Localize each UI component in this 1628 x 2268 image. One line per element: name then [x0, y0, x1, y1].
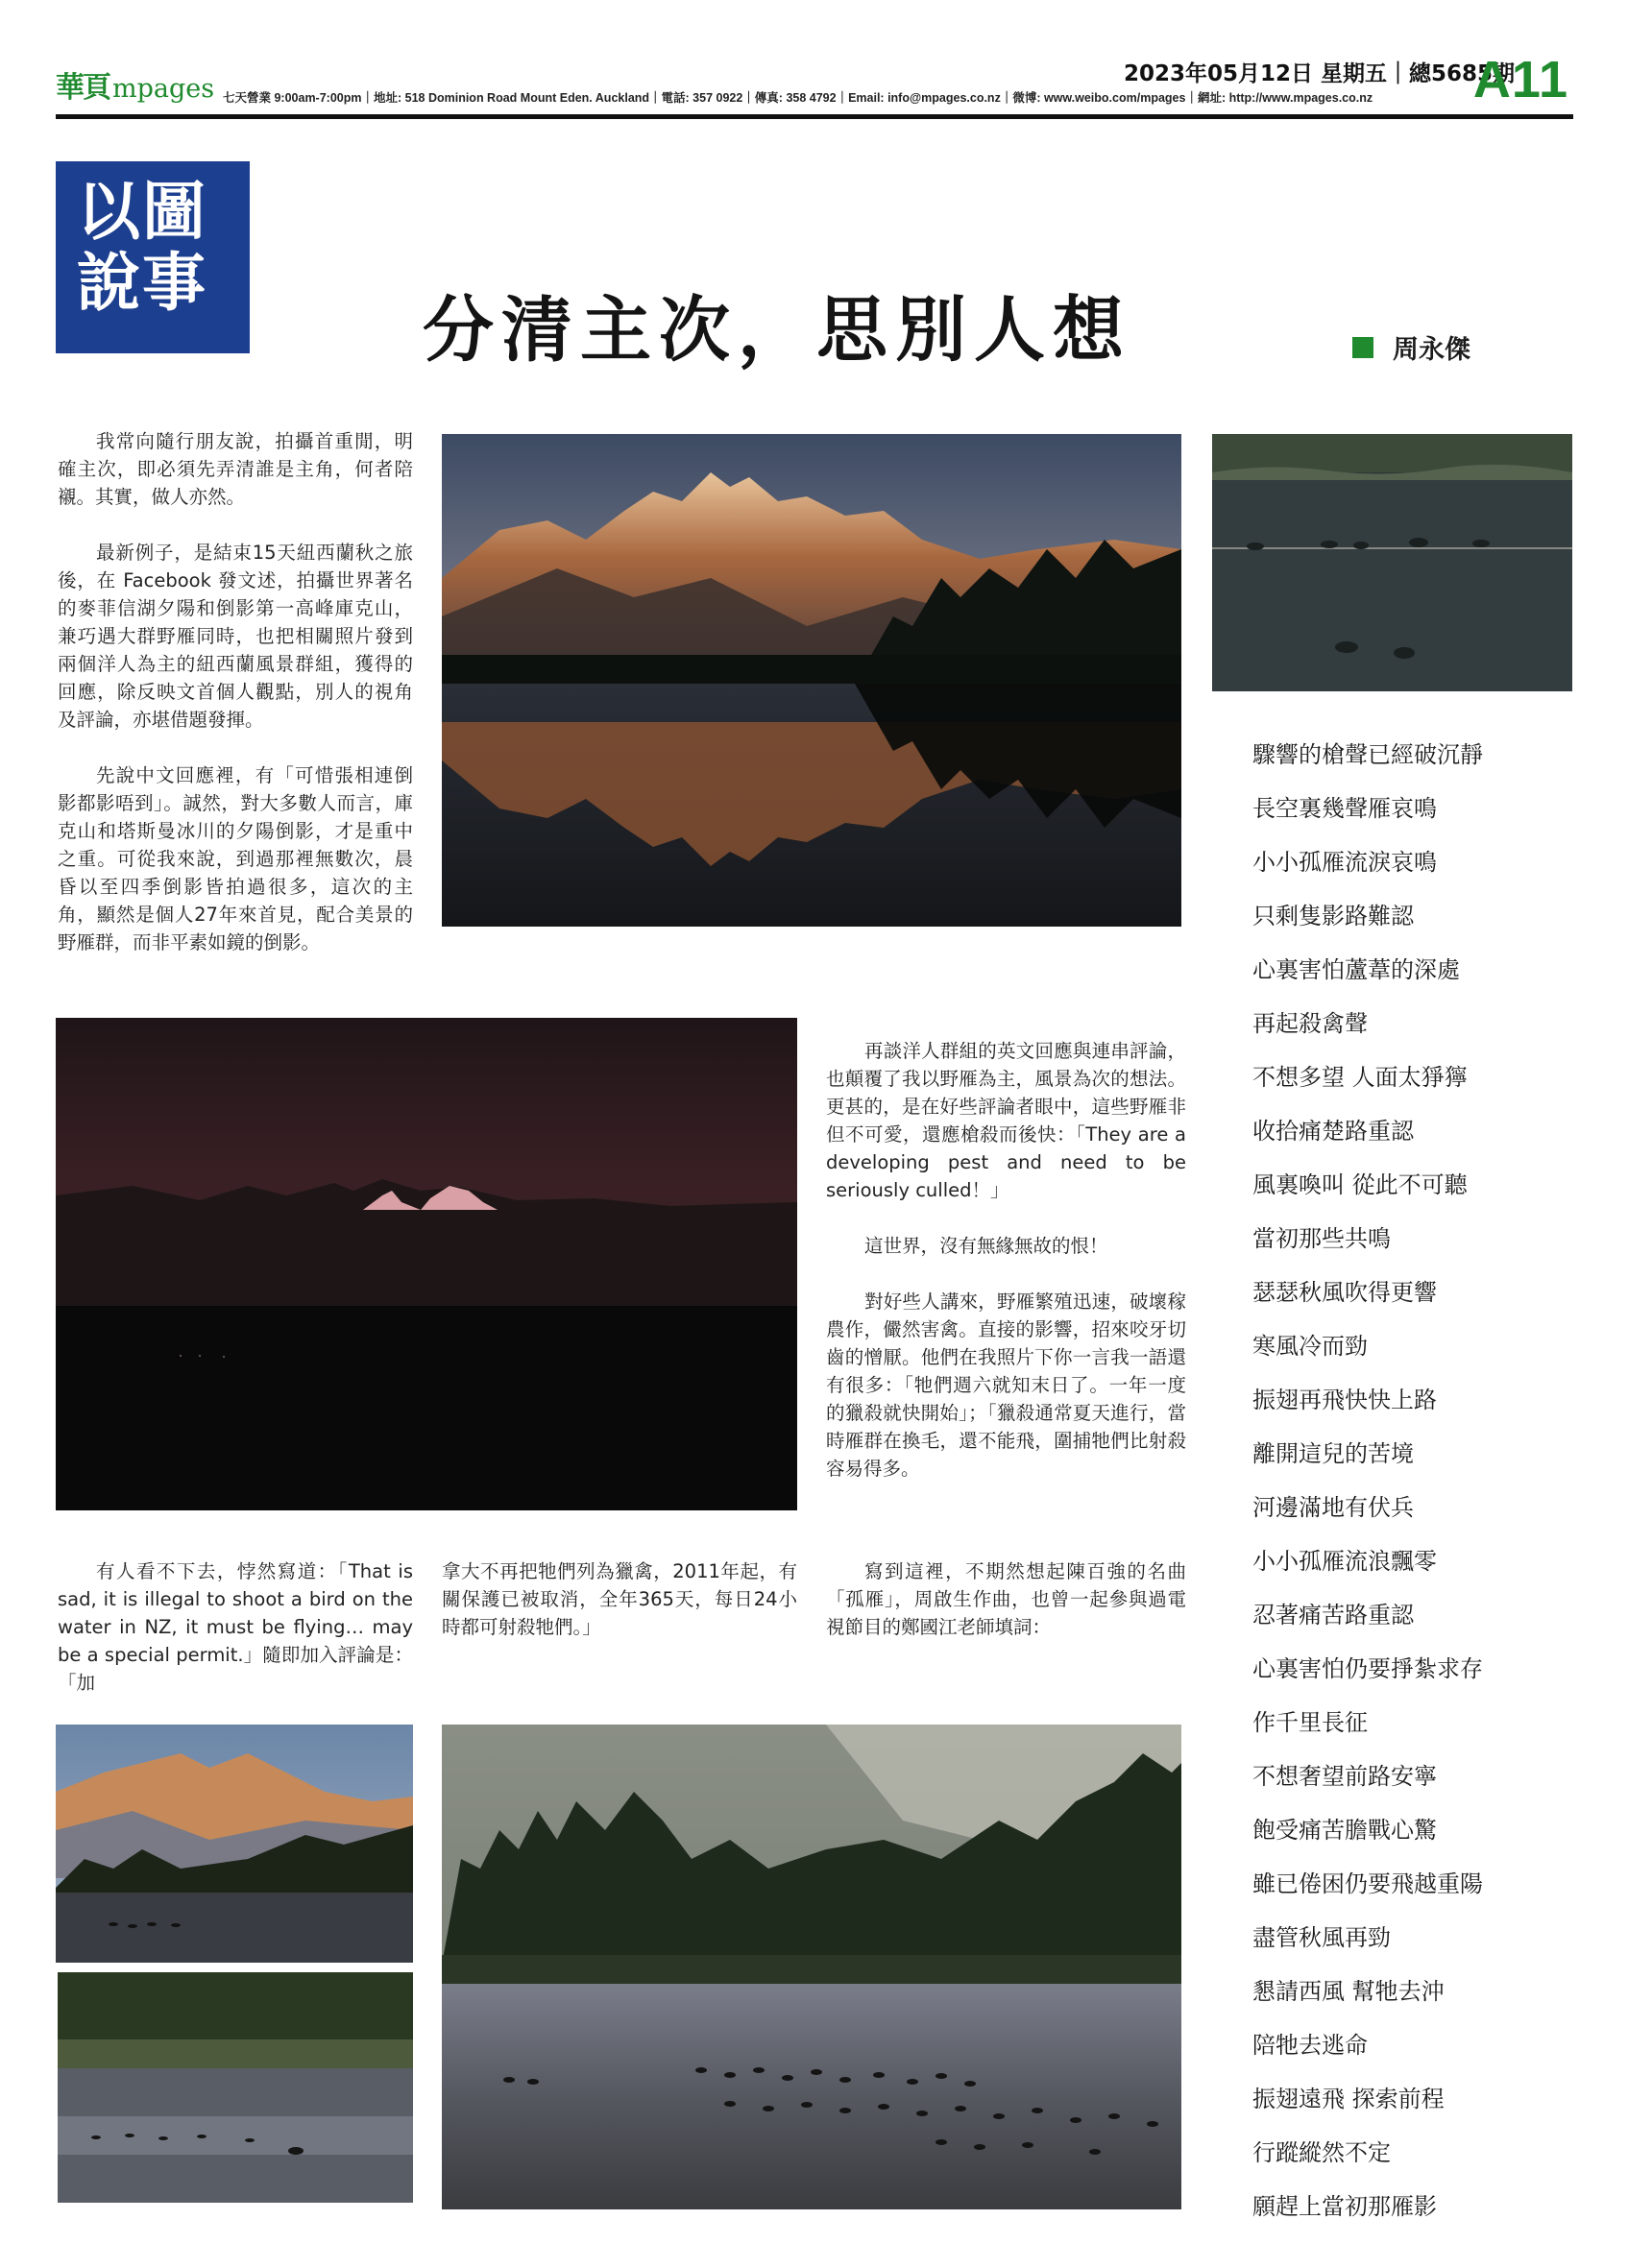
- lyric-line: 雖已倦困仍要飛越重陽: [1252, 1870, 1483, 1897]
- article-column-1: [58, 427, 413, 956]
- lyric-line: 只剩隻影路難認: [1252, 903, 1414, 929]
- paragraph: 寫到這裡，不期然想起陳百強的名曲「孤雁」，周啟生作曲，也曾一起參與過電視節目的鄭國江老師填詞：: [826, 1560, 1186, 1638]
- header-rule: [56, 114, 1573, 119]
- article-column-bottom-center: [442, 1557, 797, 1641]
- lyric-line: 不想奢望前路安寧: [1252, 1763, 1437, 1790]
- byline: [1352, 328, 1470, 366]
- lyric-line: 瑟瑟秋風吹得更響: [1252, 1279, 1437, 1306]
- lyric-line: 忍著痛苦路重認: [1252, 1602, 1414, 1629]
- lyric-line: 振翅遠飛 探索前程: [1252, 2086, 1445, 2112]
- photo-geese-on-lake: [1212, 434, 1572, 691]
- photo-sunset-mountain-reflection: [442, 434, 1181, 927]
- lyric-line: 河邊滿地有伏兵: [1252, 1494, 1414, 1521]
- headline: 分清主次，思別人想: [423, 289, 1131, 372]
- article-column-middle: [826, 1037, 1186, 1483]
- lyric-line: 不想多望 人面太猙獰: [1252, 1064, 1468, 1091]
- lyric-line: 願趕上當初那雁影: [1252, 2193, 1437, 2220]
- mpages-logo: [56, 72, 214, 105]
- paragraph: 拿大不再把牠們列為獵禽，2011年起，有關保護已被取消，全年365天，每日24小時都可射殺牠們。」: [442, 1560, 797, 1638]
- lyric-line: 驟響的槍聲已經破沉靜: [1252, 741, 1483, 768]
- lyric-line: 陪牠去逃命: [1252, 2032, 1368, 2059]
- lyric-line: 收拾痛楚路重認: [1252, 1118, 1414, 1145]
- lyric-line: 當初那些共鳴: [1252, 1225, 1391, 1252]
- lyric-line: 盡管秋風再勁: [1252, 1924, 1391, 1951]
- lyric-line: 小小孤雁流浪飄零: [1252, 1548, 1437, 1575]
- paragraph: 再談洋人群組的英文回應與連串評論，也顛覆了我以野雁為主，風景為次的想法。更甚的，是在好些評論者眼中，這些野雁非但不可愛，還應槍殺而後快：「They are a developing pest and need to be seriously culled！」: [826, 1040, 1186, 1201]
- lyric-line: 小小孤雁流淚哀鳴: [1252, 849, 1437, 876]
- paragraph: 有人看不下去，悖然寫道：「That is sad, it is illegal to shoot a bird on the water in NZ, it must be flying… may be a special permit.」隨即加入評論是：「加: [58, 1560, 413, 1694]
- paragraph: 對好些人講來，野雁繁殖迅速，破壞稼農作，儼然害禽。直接的影響，招來咬牙切齒的憎厭。他們在我照片下你一言我一語還有很多：「牠們週六就知末日了。一年一度的獵殺就快開始」；「獵殺通常夏天進行，當時雁群在換毛，還不能飛，圍捕牠們比射殺容易得多。: [826, 1291, 1186, 1480]
- page-number: A11: [1472, 51, 1568, 109]
- lyric-line: 長空裏幾聲雁哀鳴: [1252, 795, 1437, 822]
- photo-dusk-alpenglow: [56, 1018, 797, 1510]
- photo-forest-lake-small: [58, 1972, 413, 2203]
- lyric-line: 行蹤縱然不定: [1252, 2139, 1391, 2166]
- paragraph: 先說中文回應裡，有「可惜張相連倒影都影唔到」。誠然，對大多數人而言，庫克山和塔斯曼冰川的夕陽倒影，才是重中之重。可從我來說，到過那裡無數次，晨昏以至四季倒影皆拍過很多，這次的主角，顯然是個人27年來首見，配合美景的野雁群，而非平素如鏡的倒影。: [58, 764, 413, 953]
- byline-author: 周永傑: [1393, 335, 1470, 365]
- photo-mountain-lake-small: [56, 1725, 413, 1963]
- lyric-line: 飽受痛苦膽戰心驚: [1252, 1817, 1437, 1844]
- lyric-line: 振翅再飛快快上路: [1252, 1387, 1437, 1413]
- lyrics-poem: [1252, 728, 1569, 2233]
- article-column-bottom-right: [826, 1557, 1186, 1641]
- column-tag-text: 以圖說事: [77, 175, 207, 320]
- byline-marker-icon: [1352, 337, 1373, 358]
- issue-date-line: 2023年05月12日 星期五｜總5685期: [1123, 61, 1515, 86]
- lyric-line: 心裏害怕仍要掙紮求存: [1252, 1655, 1483, 1682]
- lyric-line: 風裏喚叫 從此不可聽: [1252, 1171, 1468, 1198]
- paragraph: 最新例子，是結束15天紐西蘭秋之旅後，在 Facebook 發文述，拍攝世界著名的麥菲信湖夕陽和倒影第一高峰庫克山，兼巧遇大群野雁同時，也把相關照片發到兩個洋人為主的紐西蘭風景群組，獲得的回應，除反映文首個人觀點，別人的視角及評論，亦堪借題發揮。: [58, 542, 413, 731]
- paragraph: 這世界，沒有無緣無故的恨！: [864, 1235, 1108, 1257]
- paragraph: 我常向隨行朋友說，拍攝首重閒，明確主次，即必須先弄清誰是主角，何者陪襯。其實，做人亦然。: [58, 430, 413, 508]
- photo-forest-lake-flock: [442, 1725, 1181, 2209]
- lyric-line: 寒風冷而勁: [1252, 1333, 1368, 1360]
- logo-wordmark: mpages: [112, 73, 215, 104]
- lyric-line: 作千里長征: [1252, 1709, 1368, 1736]
- column-tag: [56, 161, 250, 353]
- lyric-line: 懇請西風 幫牠去沖: [1252, 1978, 1445, 2005]
- logo-mark: 華頁: [56, 71, 109, 105]
- lyric-line: 心裏害怕蘆葦的深處: [1252, 956, 1460, 983]
- lyric-line: 再起殺禽聲: [1252, 1010, 1368, 1037]
- contact-info-line: 七天營業 9:00am-7:00pm｜地址: 518 Dominion Road Mount Eden. Auckland｜電話: 357 0922｜傳真: 358 4792｜Email: info@mpages.co.nz｜微博: www.weibo.com/mpages｜網址: http://www.mpages.co.nz: [223, 91, 1373, 105]
- lyric-line: 離開這兒的苦境: [1252, 1440, 1414, 1467]
- article-column-bottom-left: [58, 1557, 413, 1697]
